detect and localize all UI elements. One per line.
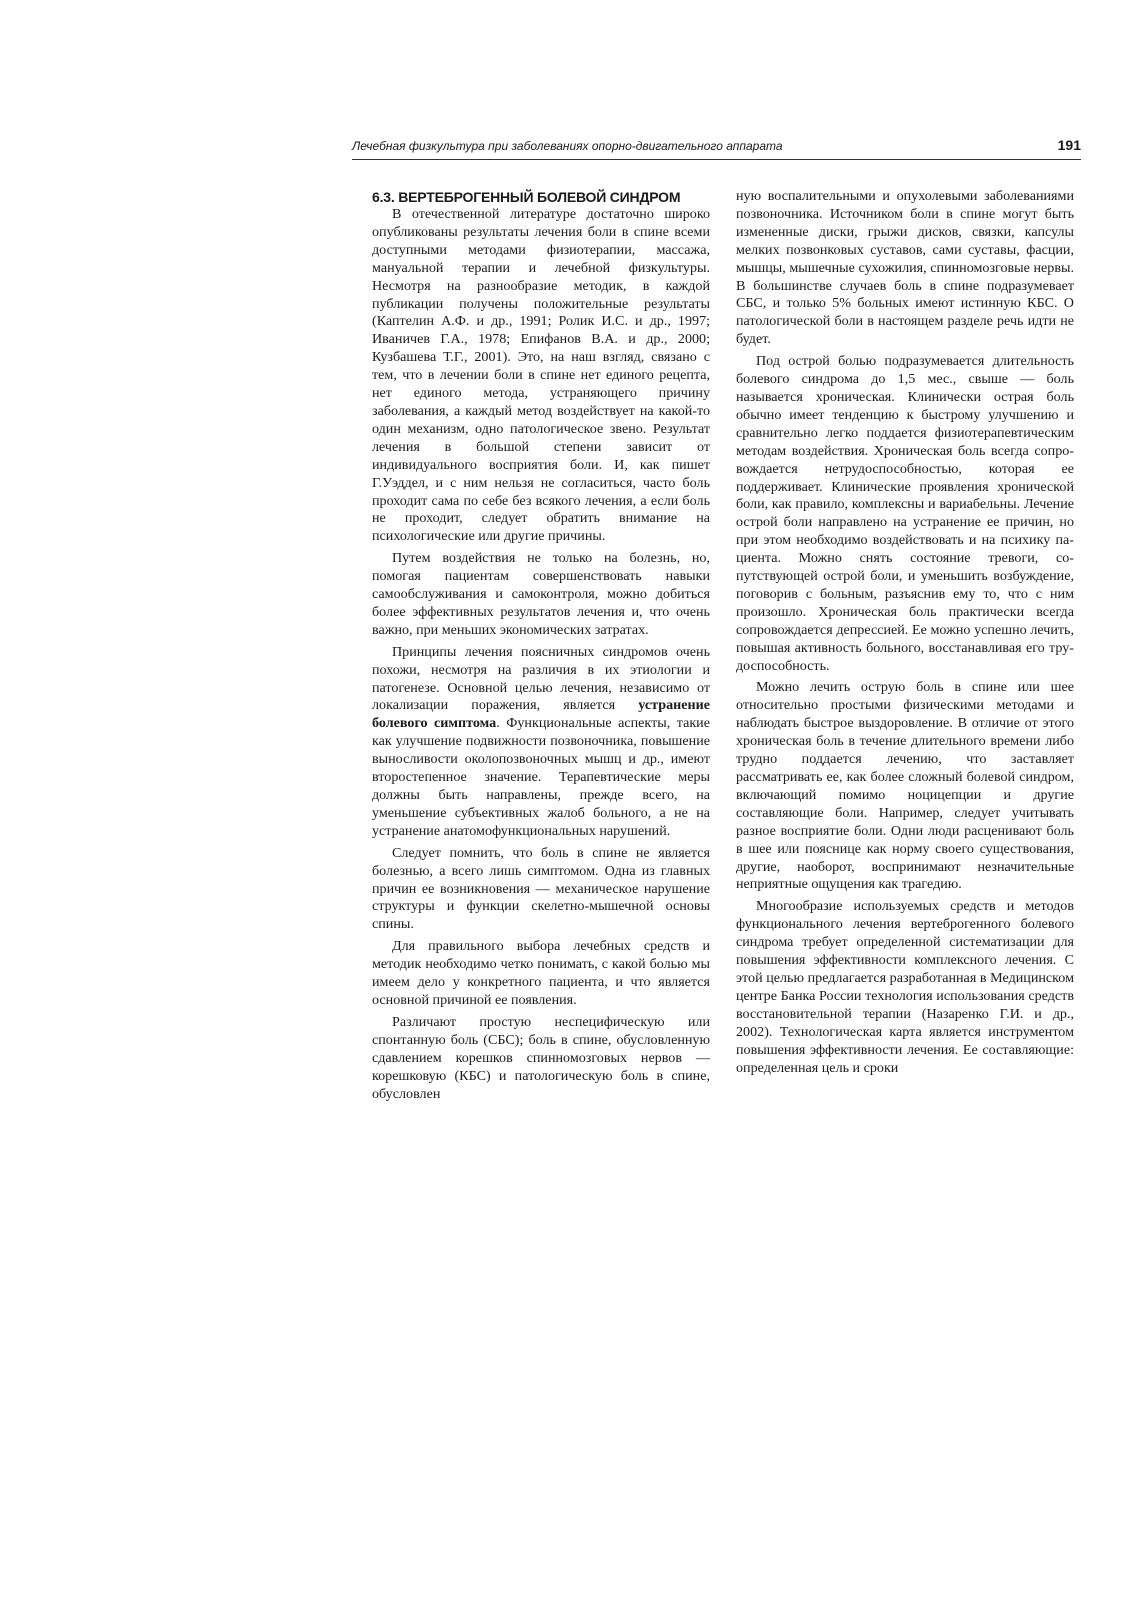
running-header xyxy=(352,137,1081,160)
section-heading: 6.3. ВЕРТЕБРОГЕННЫЙ БОЛЕВОЙ СИНДРОМ xyxy=(372,189,681,205)
paragraph xyxy=(372,644,710,841)
paragraph: Путем воздействия не только на болезнь, но, помогая пациентам совершенствовать навыки самообслуживания и самоконтроля, можно добиться более эффективных результатов лечения и, что очень важно, при меньших экономических затратах. xyxy=(372,550,710,638)
paragraph: Для правильного выбора лечебных средств и методик необходимо четко понимать, с какой болью мы имеем дело у конкретного пациента, и что является основной причиной ее появления. xyxy=(372,938,710,1008)
paragraph: Под острой болью подразумевается длительность болевого синдрома до 1,5 мес., свыше — боль называется хроническая. Клинически острая боль обычно имеет тенденцию к быстрому улучшению и сравнительно легко поддается физиотерапевтическим методам воздействия. Хроническая боль всегда сопровождается нетрудоспособностью, которая ее поддерживает. Клинические проявления хронической боли, как правило, комплексны и вариабельны. Лечение острой боли направлено на устранение ее причин, но при этом необходимо воздействовать и на психику пациента. Можно снять состояние тревоги, сопутствующей острой боли, и уменьшить возбуждение, поговорив с больным, разъяснив ему то, что с ним произошло. Хроническая боль практически всегда сопровождается депрессией. Ее можно успешно лечить, повышая активность больного, восстанавливая его трудоспособность. xyxy=(736,353,1074,674)
paragraph-text: Принципы лечения поясничных синдромов очень похожи, несмотря на различия в их этиологии и патогенезе. Основной целью лечения, независимо от локализации поражения, является xyxy=(372,643,710,714)
paragraph-text: . Функциональные аспекты, такие как улучшение подвижности позвоночника, повышение выносливости околопозвоночных мышц и др., имеют второстепенное значение. Терапевтические меры должны быть направлены, прежде всего, на уменьшение субъективных жалоб больного, а не на устранение анатомофункциональных нарушений. xyxy=(372,715,710,839)
paragraph: Следует помнить, что боль в спине не является болезнью, а всего лишь симптомом. Одна из главных причин ее возникновения — механическое нарушение структуры и функции скелетно-мышечной основы спины. xyxy=(372,844,710,933)
page-number: 191 xyxy=(1057,137,1081,153)
paragraph: Можно лечить острую боль в спине или шее относительно простыми физическими методами и наблюдать быстрое выздоровление. В отличие от этого хроническая боль в течение длительного времени либо трудно поддается лечению, что заставляет рассматривать ее, как более сложный болевой синдром, включающий помимо ноцицепции и другие составляющие боли. Например, следует учитывать разное восприятие боли. Одни люди расценивают боль в шее или пояснице как норму своего существования, другие, наоборот, воспринимают незначительные неприятные ощущения как трагедию. xyxy=(736,679,1074,893)
paragraph: Многообразие используемых средств и методов функционального лечения вертеброгенного болевого синдрома требует определенной систематизации для повышения эффективности комплексного лечения. С этой целью предлагается разработанная в Медицинском центре Банка России технология использования средств восстановительной терапии (Назаренко Г.И. и др., 2002). Технологическая карта является инструментом повышения эффективности лечения. Ее составляющие: определенная цель и сроки xyxy=(736,898,1074,1076)
right-column xyxy=(736,188,1074,1077)
paragraph: В отечественной литературе достаточно широко опубликованы результаты лечения боли в спине всеми доступными методами физиотерапии, массажа, мануальной терапии и лечебной физкультуры. Несмотря на разнообразие методик, в каждой публикации получены положительные результаты (Каптелин А.Ф. и др., 1991; Ролик И.С. и др., 1997; Иваничев Г.А., 1978; Епифанов В.А. и др., 2000; Кузбашева Т.Г., 2001). Это, на наш взгляд, связано с тем, что в лечении боли в спине нет единого рецепта, нет единого метода, устраняющего причину заболевания, а каждый метод воздействует на какой-то один механизм, одно патологическое звено. Результат лечения в большой степени зависит от индивидуального восприятия боли. И, как пишет Г.Уэддел, и с ним нельзя не согласиться, часто боль проходит сама по себе без всякого лечения, а если боль не проходит, следует обратить внимание на психологические или другие причины. xyxy=(372,206,710,545)
running-title: Лечебная физкультура при заболеваниях опорно-двигательного аппарата xyxy=(352,139,783,153)
paragraph: Различают простую неспецифическую или спонтанную боль (СБС); боль в спине, обусловленную сдавлением корешков спинномозговых нервов — корешковую (КБС) и патологическую боль в спине, обусловлен xyxy=(372,1013,710,1102)
left-column xyxy=(372,188,710,1103)
emphasized-phrase: устранение болевого симптома xyxy=(372,697,710,732)
paragraph-continued: ную воспалительными и опухолевыми заболеваниями позвоночника. Источником боли в спине могут быть измененные диски, грыжи дисков, связки, капсулы мелких позвонковых суставов, сами суставы, фасции, мышцы, мышечные сухожилия, спинномозговые нервы. В большинстве случаев боль в спине подразумевает СБС, и только 5% больных имеют истинную КБС. О патологической боли в настоящем разделе речь идти не будет. xyxy=(736,188,1074,348)
